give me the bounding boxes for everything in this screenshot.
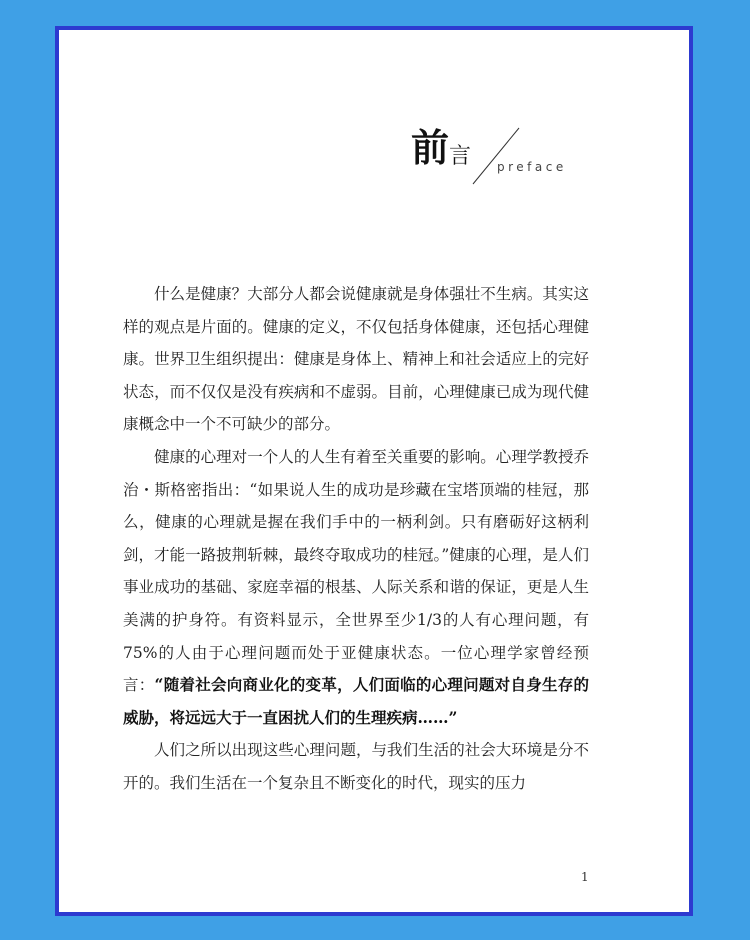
paragraph-3: 人们之所以出现这些心理问题，与我们生活的社会大环境是分不开的。我们生活在一个复杂且不断变化的时代，现实的压力: [123, 741, 589, 792]
paragraph-2: [123, 441, 589, 734]
paragraph-2-text: 健康的心理对一个人的人生有着至关重要的影响。心理学教授乔治・斯格密指出：“如果说人生的成功是珍藏在宝塔顶端的桂冠，那么，健康的心理就是握在我们手中的一柄利剑。只有磨砺好这柄利剑，才能一路披荆斩棘，最终夺取成功的桂冠。”健康的心理，是人们事业成功的基础、家庭幸福的根基、人际关系和谐的保证，更是人生美满的护身符。有资料显示，全世界至少1/3的人有心理问题，有75%的人由于心理问题而处于亚健康状态。一位心理学家曾经预言：: [123, 447, 589, 695]
book-page: [55, 26, 693, 916]
heading-english: preface: [497, 160, 567, 174]
diagonal-slash-icon: [471, 126, 521, 186]
heading-sub-char: 言: [449, 144, 472, 169]
preface-body: [123, 278, 589, 800]
paragraph-1: 什么是健康？大部分人都会说健康就是身体强壮不生病。其实这样的观点是片面的。健康的定义，不仅包括身体健康，还包括心理健康。世界卫生组织提出：健康是身体上、精神上和社会适应上的完好状态，而不仅仅是没有疾病和不虚弱。目前，心理健康已成为现代健康概念中一个不可缺少的部分。: [123, 285, 589, 434]
preface-heading: [411, 126, 611, 196]
paragraph-2-bold-quote: “随着社会向商业化的变革，人们面临的心理问题对自身生存的威胁，将远远大于一直困扰人们的生理疾病……”: [123, 675, 589, 727]
heading-main-char: 前: [411, 125, 450, 170]
page-number: 1: [581, 870, 589, 884]
